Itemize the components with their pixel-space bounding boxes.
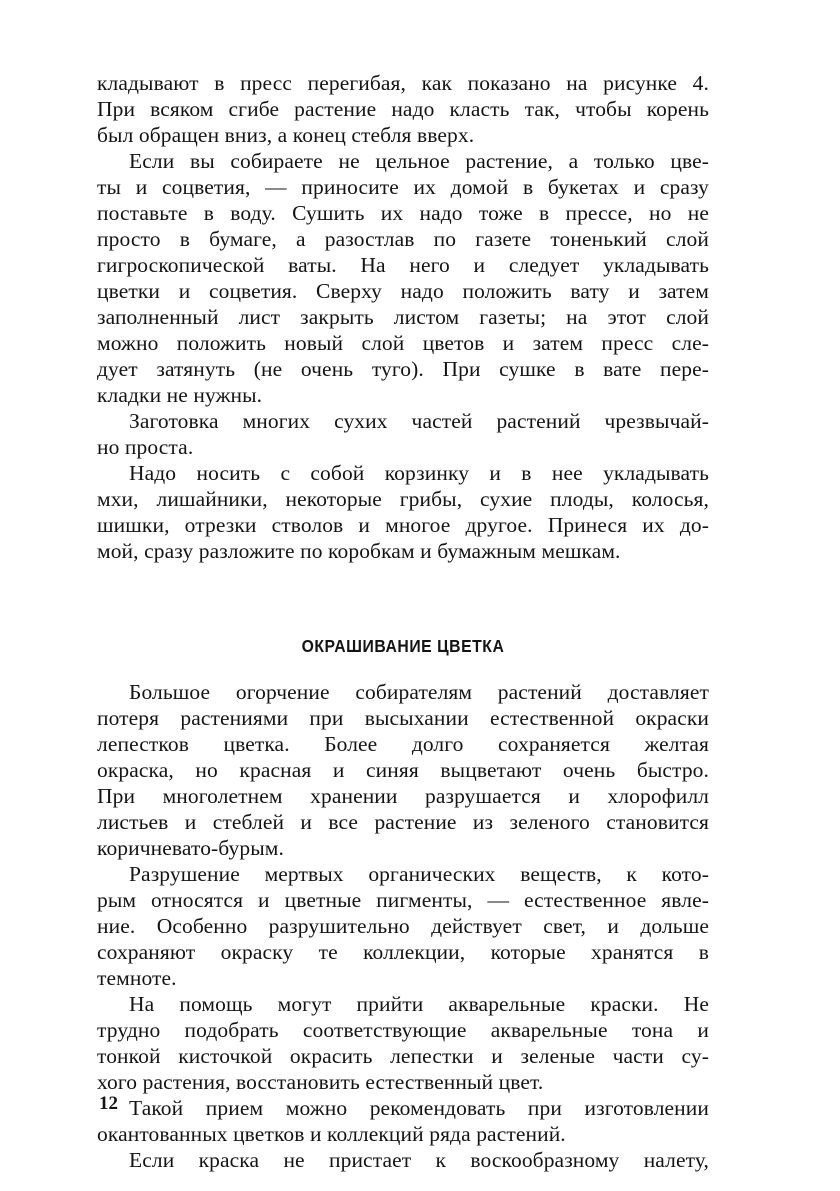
text-line: сохраняют окраску те коллекции, которые хранятся в bbox=[97, 940, 709, 964]
paragraph bbox=[97, 1147, 709, 1173]
text-line: Такой прием можно рекомендовать при изготовлении bbox=[129, 1096, 709, 1120]
text-line: цветки и соцветия. Сверху надо положить вату и затем bbox=[97, 279, 709, 303]
text-line: дует затянуть (не очень туго). При сушке в вате пере- bbox=[97, 357, 709, 381]
text-line: кладки не нужны. bbox=[97, 383, 263, 407]
text-line: шишки, отрезки стволов и многое другое. Принеся их до- bbox=[97, 513, 709, 537]
text-line: мхи, лишайники, некоторые грибы, сухие плоды, колосья, bbox=[97, 487, 709, 511]
text-line: был обращен вниз, а конец стебля вверх. bbox=[97, 123, 475, 147]
text-line: хого растения, восстановить естественный цвет. bbox=[97, 1070, 544, 1094]
text-line: Если вы собираете не цельное растение, а только цве- bbox=[129, 149, 709, 173]
paragraph bbox=[97, 1095, 709, 1147]
paragraph bbox=[97, 460, 709, 564]
paragraph bbox=[97, 679, 709, 861]
text-line: Надо носить с собой корзинку и в нее укладывать bbox=[129, 461, 709, 485]
text-line: мой, сразу разложите по коробкам и бумажным мешкам. bbox=[97, 539, 621, 563]
text-line: потеря растениями при высыхании естественной окраски bbox=[97, 706, 709, 730]
text-line: листьев и стеблей и все растение из зеленого становится bbox=[97, 810, 709, 834]
text-line: тонкой кисточкой окрасить лепестки и зеленые части су- bbox=[97, 1044, 709, 1068]
text-line: При всяком сгибе растение надо класть так, чтобы корень bbox=[97, 97, 709, 121]
text-line: Разрушение мертвых органических веществ, к кото- bbox=[129, 862, 709, 886]
text-line: Заготовка многих сухих частей растений чрезвычай- bbox=[129, 409, 709, 433]
text-line: окантованных цветков и коллекций ряда растений. bbox=[97, 1122, 566, 1146]
section-coloring-flower bbox=[97, 679, 709, 1173]
text-line: лепестков цветка. Более долго сохраняется желтая bbox=[97, 732, 709, 756]
text-line: На помощь могут прийти акварельные краски. Не bbox=[129, 992, 709, 1016]
text-line: просто в бумаге, а разостлав по газете тоненький слой bbox=[97, 227, 709, 251]
text-line: При многолетнем хранении разрушается и хлорофилл bbox=[97, 784, 709, 808]
text-line: поставьте в воду. Сушить их надо тоже в прессе, но не bbox=[97, 201, 709, 225]
text-line: можно положить новый слой цветов и затем пресс сле- bbox=[97, 331, 709, 355]
text-line: гигроскопической ваты. На него и следует укладывать bbox=[97, 253, 709, 277]
section-continued-text bbox=[97, 70, 709, 564]
paragraph bbox=[97, 148, 709, 408]
text-line: Большое огорчение собирателям растений доставляет bbox=[129, 680, 709, 704]
text-line: заполненный лист закрыть листом газеты; на этот слой bbox=[97, 305, 709, 329]
text-line: темноте. bbox=[97, 966, 177, 990]
paragraph bbox=[97, 991, 709, 1095]
text-line: ты и соцветия, — приносите их домой в букетах и сразу bbox=[97, 175, 709, 199]
paragraph bbox=[97, 408, 709, 460]
text-line: коричневато-бурым. bbox=[97, 836, 284, 860]
text-line: но проста. bbox=[97, 435, 194, 459]
paragraph bbox=[97, 70, 709, 148]
text-line: рым относятся и цветные пигменты, — естественное явле- bbox=[97, 888, 709, 912]
paragraph bbox=[97, 861, 709, 991]
text-line: кладывают в пресс перегибая, как показано на рисунке 4. bbox=[97, 71, 709, 95]
text-line: ние. Особенно разрушительно действует свет, и дольше bbox=[97, 914, 709, 938]
text-line: трудно подобрать соответствующие акварельные тона и bbox=[97, 1018, 709, 1042]
text-line: Если краска не пристает к воскообразному налету, bbox=[129, 1148, 709, 1172]
section-heading: ОКРАШИВАНИЕ ЦВЕТКА bbox=[301, 636, 505, 656]
text-line: окраска, но красная и синяя выцветают очень быстро. bbox=[97, 758, 709, 782]
page-number: 12 bbox=[99, 1093, 118, 1114]
book-page bbox=[97, 70, 709, 1173]
